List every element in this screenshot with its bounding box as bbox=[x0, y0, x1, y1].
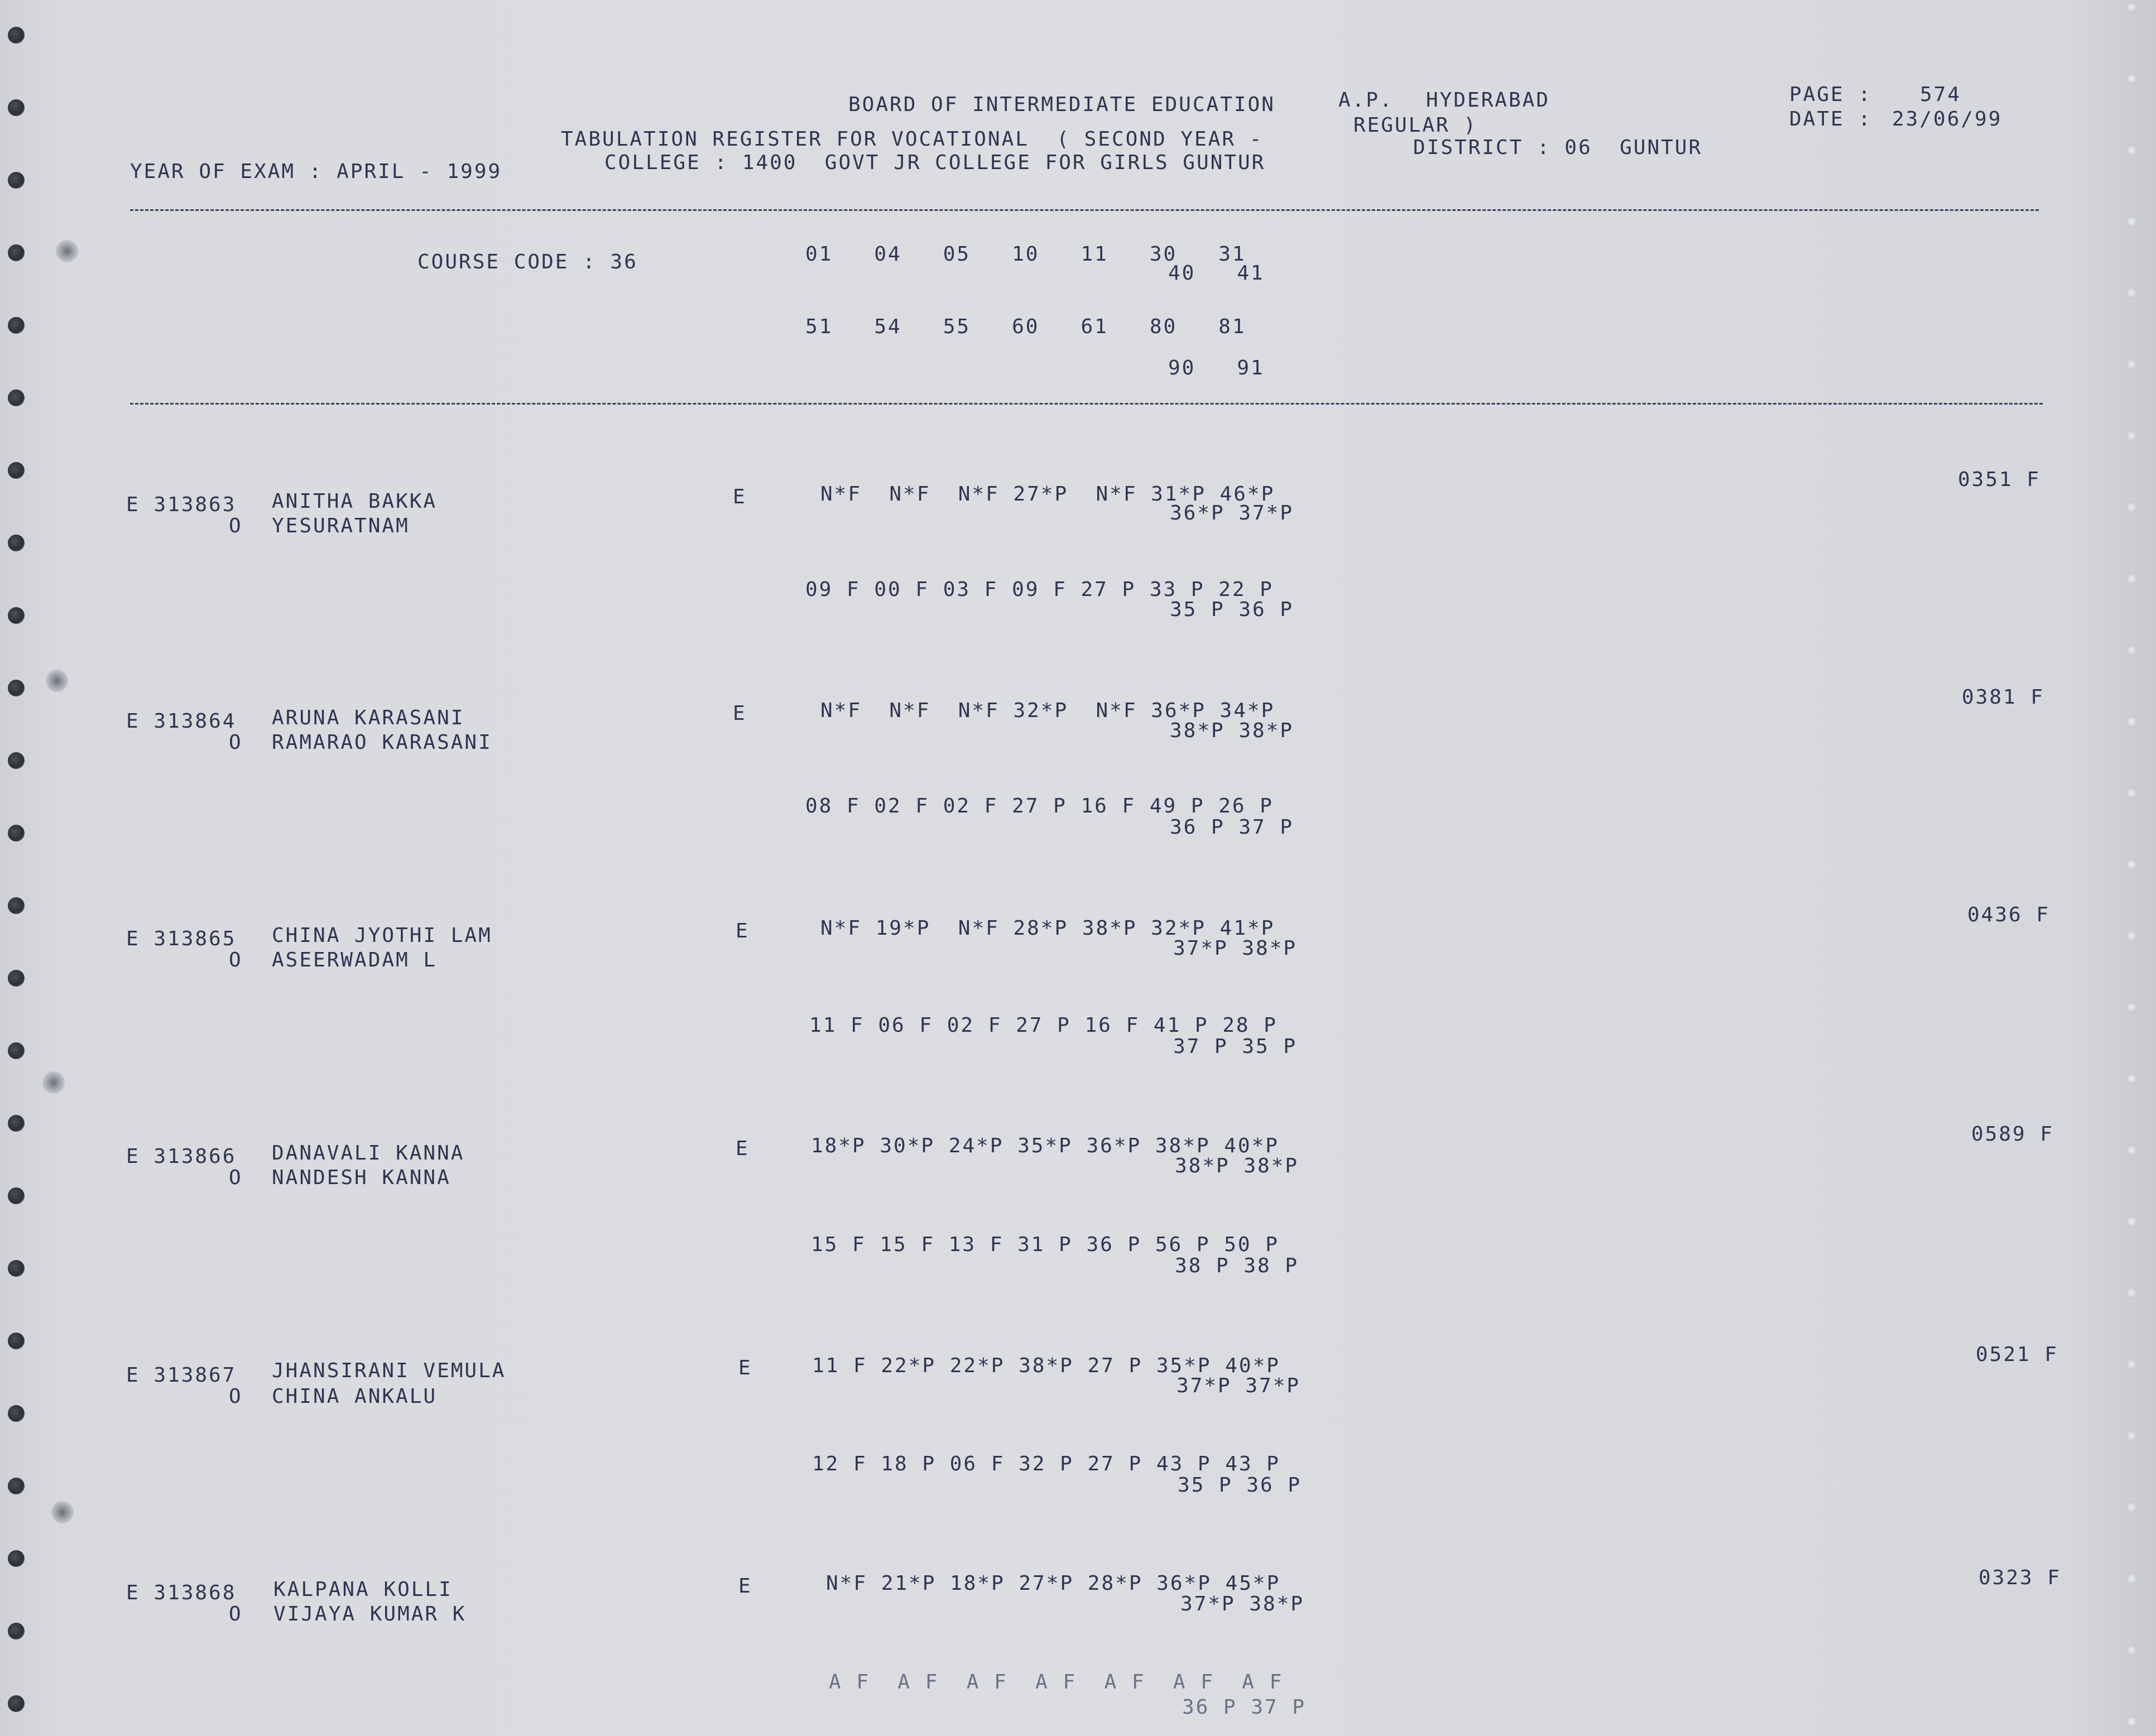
paper-mark bbox=[51, 1501, 74, 1523]
practical-marks: 08 F 02 F 02 F 27 P 16 F 49 P 26 P bbox=[805, 795, 1274, 817]
practical-marks: A F A F A F A F A F A F A F bbox=[829, 1671, 1284, 1694]
feed-hole bbox=[8, 1115, 25, 1132]
medium: E bbox=[738, 1575, 752, 1598]
student-name: KALPANA KOLLI bbox=[273, 1578, 453, 1601]
feed-hole bbox=[2125, 1644, 2138, 1656]
feed-hole bbox=[8, 1478, 25, 1494]
feed-hole bbox=[8, 970, 25, 987]
regular-label: REGULAR ) bbox=[1353, 114, 1478, 137]
theory-marks: N*F 21*P 18*P 27*P 28*P 36*P 45*P bbox=[826, 1572, 1281, 1595]
feed-hole bbox=[2125, 1, 2138, 13]
feed-hole bbox=[2125, 1715, 2138, 1728]
theory-marks-cont: 37*P 37*P bbox=[1177, 1374, 1301, 1397]
feed-hole bbox=[2125, 501, 2138, 513]
header-rule bbox=[130, 209, 2039, 211]
feed-hole bbox=[2125, 430, 2138, 442]
page-label: PAGE : bbox=[1789, 83, 1872, 106]
student-id: E 313867 bbox=[126, 1364, 237, 1387]
father-name: VIJAYA KUMAR K bbox=[273, 1603, 467, 1626]
medium: E bbox=[738, 1357, 752, 1379]
feed-hole bbox=[8, 27, 25, 44]
theory-marks: 11 F 22*P 22*P 38*P 27 P 35*P 40*P bbox=[812, 1354, 1280, 1377]
subject-codes-row2: 51 54 55 60 61 80 81 bbox=[805, 315, 1246, 338]
print-date: 23/06/99 bbox=[1892, 108, 2003, 131]
date-label: DATE : bbox=[1789, 108, 1872, 131]
father-prefix: O bbox=[229, 949, 243, 972]
feed-hole bbox=[8, 1042, 25, 1059]
feed-hole bbox=[2125, 573, 2138, 585]
feed-hole bbox=[8, 1260, 25, 1277]
feed-hole bbox=[2125, 930, 2138, 942]
feed-hole bbox=[8, 244, 25, 261]
student-id: E 313868 bbox=[126, 1581, 237, 1604]
feed-hole bbox=[2125, 1358, 2138, 1370]
feed-hole bbox=[8, 99, 25, 116]
feed-hole bbox=[2125, 1430, 2138, 1442]
feed-hole bbox=[8, 172, 25, 189]
theory-marks: 18*P 30*P 24*P 35*P 36*P 38*P 40*P bbox=[811, 1134, 1279, 1157]
feed-hole bbox=[2125, 215, 2138, 228]
practical-marks-cont: 35 P 36 P bbox=[1170, 598, 1294, 621]
theory-marks-cont: 38*P 38*P bbox=[1170, 719, 1294, 742]
father-name: NANDESH KANNA bbox=[272, 1166, 451, 1189]
feed-hole bbox=[2125, 715, 2138, 728]
total-result: 0323 F bbox=[1979, 1566, 2062, 1589]
theory-marks: N*F 19*P N*F 28*P 38*P 32*P 41*P bbox=[820, 917, 1275, 940]
father-prefix: O bbox=[229, 1603, 243, 1626]
practical-marks: 09 F 00 F 03 F 09 F 27 P 33 P 22 P bbox=[805, 578, 1274, 601]
medium: E bbox=[733, 702, 747, 725]
feed-hole bbox=[8, 897, 25, 914]
feed-hole bbox=[8, 1550, 25, 1567]
student-name: JHANSIRANI VEMULA bbox=[272, 1359, 506, 1382]
feed-hole bbox=[8, 389, 25, 406]
page-number: 574 bbox=[1920, 83, 1962, 106]
father-name: ASEERWADAM L bbox=[272, 949, 438, 972]
feed-hole bbox=[2125, 644, 2138, 656]
feed-hole bbox=[8, 825, 25, 841]
feed-hole bbox=[2125, 1001, 2138, 1013]
student-id: E 313863 bbox=[126, 493, 237, 516]
subject-codes-row1: 01 04 05 10 11 30 31 bbox=[805, 243, 1246, 266]
total-result: 0436 F bbox=[1967, 903, 2051, 926]
medium: E bbox=[733, 485, 747, 508]
father-prefix: O bbox=[229, 1166, 243, 1189]
feed-hole bbox=[2125, 1287, 2138, 1299]
father-prefix: O bbox=[229, 731, 243, 754]
student-id: E 313864 bbox=[126, 710, 237, 733]
practical-marks: 12 F 18 P 06 F 32 P 27 P 43 P 43 P bbox=[812, 1453, 1280, 1475]
board-title: BOARD OF INTERMEDIATE EDUCATION bbox=[848, 93, 1275, 116]
feed-hole bbox=[2125, 1573, 2138, 1585]
course-code: COURSE CODE : 36 bbox=[417, 251, 638, 273]
year-of-exam: YEAR OF EXAM : APRIL - 1999 bbox=[130, 160, 502, 183]
feed-hole bbox=[8, 752, 25, 769]
feed-hole bbox=[2125, 358, 2138, 371]
feed-hole bbox=[2125, 858, 2138, 871]
feed-hole bbox=[2125, 287, 2138, 299]
practical-marks-cont: 38 P 38 P bbox=[1175, 1254, 1299, 1277]
father-name: YESURATNAM bbox=[272, 514, 410, 537]
father-name: RAMARAO KARASANI bbox=[272, 731, 492, 754]
total-result: 0351 F bbox=[1958, 468, 2041, 491]
student-name: ANITHA BAKKA bbox=[272, 490, 438, 513]
course-rule bbox=[130, 403, 2043, 405]
feed-hole bbox=[8, 1405, 25, 1422]
feed-hole bbox=[2125, 1215, 2138, 1228]
total-result: 0381 F bbox=[1962, 686, 2045, 709]
student-name: DANAVALI KANNA bbox=[272, 1142, 465, 1165]
theory-marks-cont: 38*P 38*P bbox=[1175, 1155, 1299, 1177]
student-name: ARUNA KARASANI bbox=[272, 706, 465, 729]
city-label: HYDERABAD bbox=[1426, 89, 1550, 112]
feed-hole bbox=[8, 607, 25, 624]
medium: E bbox=[736, 1137, 750, 1160]
father-name: CHINA ANKALU bbox=[272, 1385, 438, 1408]
paper-mark bbox=[56, 240, 78, 262]
paper-mark bbox=[42, 1071, 65, 1094]
feed-hole bbox=[2125, 1501, 2138, 1513]
theory-marks: N*F N*F N*F 32*P N*F 36*P 34*P bbox=[820, 699, 1275, 722]
student-id: E 313866 bbox=[126, 1145, 237, 1168]
practical-marks-cont: 35 P 36 P bbox=[1178, 1474, 1302, 1497]
practical-marks: 11 F 06 F 02 F 27 P 16 F 41 P 28 P bbox=[809, 1014, 1278, 1037]
theory-marks: N*F N*F N*F 27*P N*F 31*P 46*P bbox=[820, 483, 1275, 506]
feed-hole bbox=[2125, 73, 2138, 85]
feed-hole bbox=[8, 1333, 25, 1349]
total-result: 0521 F bbox=[1976, 1343, 2059, 1366]
theory-marks-cont: 37*P 38*P bbox=[1173, 937, 1298, 960]
theory-marks-cont: 37*P 38*P bbox=[1180, 1593, 1305, 1615]
theory-marks-cont: 36*P 37*P bbox=[1170, 502, 1294, 525]
practical-marks: 15 F 15 F 13 F 31 P 36 P 56 P 50 P bbox=[811, 1233, 1279, 1256]
feed-hole bbox=[8, 535, 25, 551]
subject-codes-row1b: 40 41 bbox=[1168, 262, 1265, 285]
medium: E bbox=[736, 920, 750, 942]
feed-hole bbox=[8, 462, 25, 479]
feed-hole bbox=[2125, 787, 2138, 799]
feed-hole bbox=[8, 317, 25, 334]
feed-hole bbox=[8, 1187, 25, 1204]
student-id: E 313865 bbox=[126, 927, 237, 950]
paper-mark bbox=[46, 670, 68, 692]
total-result: 0589 F bbox=[1971, 1123, 2054, 1146]
feed-hole bbox=[2125, 1144, 2138, 1156]
feed-hole bbox=[8, 1623, 25, 1639]
feed-hole bbox=[2125, 1073, 2138, 1085]
student-name: CHINA JYOTHI LAM bbox=[272, 924, 492, 947]
father-prefix: O bbox=[229, 514, 243, 537]
subject-codes-row3: 90 91 bbox=[1168, 357, 1265, 379]
feed-hole bbox=[8, 680, 25, 696]
district-info: DISTRICT : 06 GUNTUR bbox=[1413, 136, 1703, 159]
register-title: TABULATION REGISTER FOR VOCATIONAL ( SECOND YEAR - bbox=[561, 128, 1264, 151]
practical-marks-cont: 36 P 37 P bbox=[1170, 816, 1294, 839]
state-label: A.P. bbox=[1338, 89, 1394, 112]
father-prefix: O bbox=[229, 1385, 243, 1408]
feed-hole bbox=[8, 1695, 25, 1712]
feed-hole bbox=[2125, 144, 2138, 156]
practical-marks-cont: 37 P 35 P bbox=[1173, 1035, 1298, 1058]
college-info: COLLEGE : 1400 GOVT JR COLLEGE FOR GIRLS GUNTUR bbox=[604, 151, 1266, 174]
practical-marks-cont: 36 P 37 P bbox=[1182, 1696, 1307, 1719]
